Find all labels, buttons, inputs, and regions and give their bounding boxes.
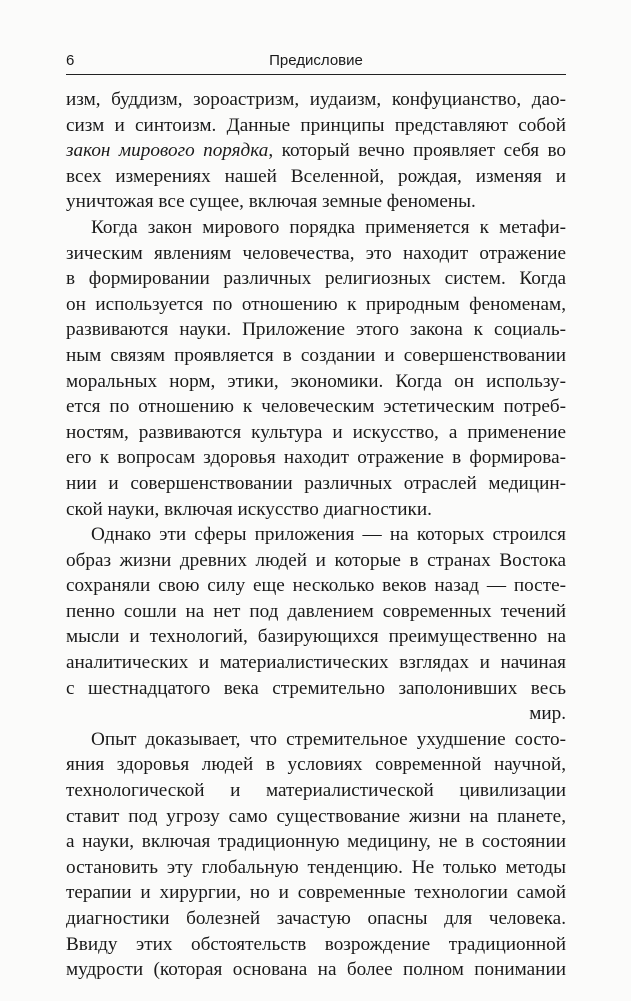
text-line: всех измерениях нашей Вселенной, рождая, изменяя и — [66, 165, 566, 187]
text-line: технологической и материалистической цивилизации — [66, 780, 566, 802]
italic-phrase: закон мирового порядка — [66, 140, 269, 162]
text-line: в формировании различных религиозных систем. Когда — [66, 268, 566, 290]
text-line: образ жизни древних людей и которые в странах Востока — [66, 549, 566, 571]
text-line: изм, буддизм, зороастризм, иудаизм, конфуцианство, дао- — [66, 89, 566, 110]
running-title: Предисловие — [269, 52, 363, 69]
text-line: аналитических и материалистических взглядах и начиная — [66, 652, 566, 674]
paragraph-4 — [66, 727, 566, 983]
text-line: моральных норм, этики, экономики. Когда он использу- — [66, 370, 566, 392]
text-line: диагностики болезней зачастую опасны для человека. — [66, 908, 566, 929]
text-line: сохраняли свою силу еще несколько веков назад — посте- — [66, 575, 566, 597]
paragraph-2 — [66, 215, 566, 522]
text-line: он используется по отношению к природным феноменам, — [66, 293, 566, 315]
text-line: с шестнадцатого века стремительно заполонивших весь — [66, 677, 566, 699]
text-line: пенно сошли на нет под давлением современных течений — [66, 600, 566, 622]
paragraph-3 — [66, 522, 566, 727]
header-rule — [66, 74, 566, 75]
text-line: яния здоровья людей в условиях современной научной, — [66, 754, 566, 776]
paragraph-1 — [66, 87, 566, 215]
text-line: зическим явлениям человечества, это находит отражение — [66, 242, 566, 264]
text-line: Ввиду этих обстоятельств возрождение традиционной — [66, 933, 566, 955]
text-line: сизм и синтоизм. Данные принципы представляют собой — [66, 114, 566, 136]
text-line: ностям, развиваются культура и искусство, а применение — [66, 421, 566, 443]
text-line: мысли и технологий, базирующихся преимущественно на — [66, 626, 566, 648]
text-line: развиваются науки. Приложение этого закона к социаль- — [66, 319, 566, 341]
text-line: ется по отношению к человеческим эстетическим потреб- — [66, 396, 566, 418]
text-line: уничтожая все сущее, включая земные феномены. — [66, 191, 476, 213]
text-line: Опыт доказывает, что стремительное ухудшение состо- — [91, 728, 566, 750]
text-line: нии и совершенствовании различных отраслей медицин- — [66, 472, 566, 494]
text-line: Когда закон мирового порядка применяется к метафи- — [91, 216, 566, 238]
text-line: его к вопросам здоровья находит отражение в формирова- — [66, 447, 566, 469]
text-line: а науки, включая традиционную медицину, не в состоянии — [66, 831, 566, 853]
page-header — [66, 50, 566, 74]
body-text — [66, 87, 566, 983]
text-line — [66, 138, 566, 164]
text-line: ской науки, включая искусство диагностики. — [66, 498, 432, 520]
text-line: Однако эти сферы приложения — на которых строился — [91, 524, 566, 546]
page-number: 6 — [66, 52, 75, 69]
text-line: ным связям проявляется в создании и совершенствовании — [66, 344, 566, 366]
text-line: мир. — [529, 703, 566, 725]
text-line: остановить эту глобальную тенденцию. Не только методы — [66, 856, 566, 878]
text-line: ставит под угрозу само существование жизни на планете, — [66, 805, 566, 827]
text-fragment: , который вечно проявляет себя во — [268, 140, 566, 162]
text-line: терапии и хирургии, но и современные технологии самой — [66, 882, 566, 904]
text-line: мудрости (которая основана на более полном понимании — [66, 959, 566, 981]
